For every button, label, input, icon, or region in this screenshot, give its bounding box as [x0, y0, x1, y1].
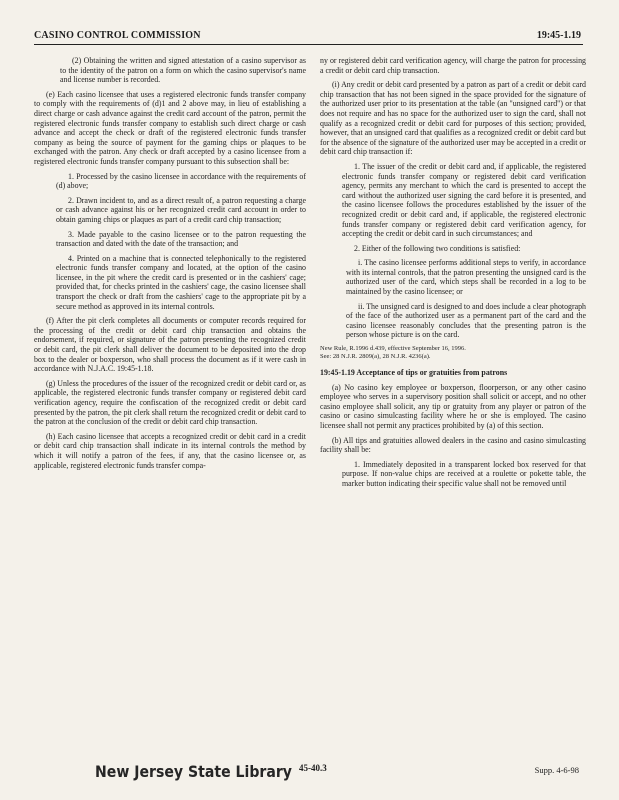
section-heading: 19:45-1.19 Acceptance of tips or gratuities from patrons: [320, 368, 508, 378]
paragraph-b-1: 1. Immediately deposited in a transparent locked box reserved for that purpose. If non-value chips are received at a roulette or pokette table, the marker button indicating their specific value shall not be removed until: [342, 459, 586, 488]
left-column: [34, 56, 306, 475]
paragraph-e-4: 4. Printed on a machine that is connected telephonically to the registered electronic funds transfer company and located, at the option of the casino licensee, in the pit where the credit card is presented or in the cashiers' cage; provided that, for checks printed in the cashiers' cage, the casino licensee shall transport the check or draft from the cashiers' cage to the appropriate pit by a secure method as approved in its internal controls.: [56, 253, 306, 311]
paragraph-e-3: 3. Made payable to the casino licensee or to the patron requesting the transaction and dated with the date of the transaction; and: [56, 229, 306, 249]
paragraph-i-1: 1. The issuer of the credit or debit card and, if applicable, the registered electronic funds transfer company or registered debit card verification agency, permits any merchant to which the card is presented to accept the card without the authorized user signing the card before it is presented, and the casino licensee follows the procedures established by the issuer of the recognized credit or debit card and, if applicable, the registered electronic funds transfer company or registered debit card verification agency, for accepting the credit or debit card in such circumstances; and: [342, 161, 586, 239]
paragraph-f: (f) After the pit clerk completes all documents or computer records required for the processing of the credit or debit card chip transaction and obtains the endorsement, if required, or signature of the patron presenting the recognized credit or debit card, the pit clerk shall deliver the document to be deposited into the drop box to the dealer or boxperson, who shall process the document as if it were cash in accordance with N.J.A.C. 19:45-1.18.: [34, 316, 306, 374]
header-rule: [34, 44, 583, 45]
paragraph-i-2-ii: ii. The unsigned card is designed to and does include a clear photograph of the face of the authorized user as a permanent part of the card and the casino licensee reasonably concludes that the presenting patron is the person whose picture is on the card.: [346, 301, 586, 340]
library-stamp: New Jersey State Library: [95, 762, 292, 781]
history-note: [320, 345, 586, 361]
paragraph-e-2: 2. Drawn incident to, and as a direct result of, a patron requesting a charge or cash advance against his or her recognized credit card account in order to obtain gaming chips or plaques as part of a credit card chip transaction;: [56, 195, 306, 224]
paragraph-h: (h) Each casino licensee that accepts a recognized credit or debit card in a credit or debit card chip transaction shall indicate in its internal controls the method by which it will notify a patron of the fees, if any, that the casino licensee or, as applicable, registered electronic funds transfer compa-: [34, 431, 306, 470]
running-header-section: 19:45-1.19: [536, 30, 581, 41]
paragraph-i-2: 2. Either of the following two conditions is satisfied:: [354, 243, 521, 253]
paragraph-g: (g) Unless the procedures of the issuer of the recognized credit or debit card or, as applicable, the registered electronic funds transfer company or registered debit card verification agency, require the confiscation of the recognized credit or debit card presented by the patron, the pit clerk shall return the recognized credit or debit card to the patron at the conclusion of the credit or debit card chip transaction.: [34, 378, 306, 427]
running-header-title: CASINO CONTROL COMMISSION: [34, 30, 201, 41]
right-column: [320, 56, 586, 494]
paragraph-d-2: (2) Obtaining the written and signed attestation of a casino supervisor as to the identity of the patron on a form on which the casino supervisor's name and license number is recorded.: [60, 56, 306, 85]
supplement-date: Supp. 4-6-98: [534, 765, 579, 775]
paragraph-a: (a) No casino key employee or boxperson, floorperson, or any other casino employee who serves in a supervisory position shall solicit or accept, and no other casino employee shall solicit, any tip or gratuity from any player or patron of the casino or casino simulcasting facility where he or she is employed. The casino licensee shall not permit any practices prohibited by (a) of this section.: [320, 382, 586, 430]
paragraph-h-continued: ny or registered debit card verification agency, will charge the patron for processing a credit or debit card chip transaction.: [320, 56, 586, 75]
history-note-rule: New Rule, R.1996 d.439, effective September 16, 1996.: [320, 345, 466, 353]
paragraph-b: (b) All tips and gratuities allowed dealers in the casino and casino simulcasting facility shall be:: [320, 435, 586, 455]
paragraph-e-1: 1. Processed by the casino licensee in accordance with the requirements of (d) above;: [56, 171, 306, 191]
history-note-source: See: 28 N.J.R. 2809(a), 28 N.J.R. 4236(a).: [320, 353, 431, 361]
page-number: 45-40.3: [299, 763, 327, 773]
paragraph-e: (e) Each casino licensee that uses a registered electronic funds transfer company to comply with the requirements of (d)1 and 2 above may, in lieu of establishing a direct charge or cash advance against the credit card account of the patron, permit the registered electronic funds transfer company to establish such direct charge or cash advance and accept the check or draft of the registered electronic funds transfer company as being the source of payment for the gaming chips or plaques to be exchanged with the patron. Any check or draft accepted by a casino licensee from a registered electronic funds transfer company pursuant to this subsection shall be:: [34, 89, 306, 166]
paragraph-i-2-i: i. The casino licensee performs additional steps to verify, in accordance with its internal controls, that the patron presenting the unsigned card is the authorized user of the card, which steps shall be recorded in a log to be maintained by the casino licensee; or: [346, 258, 586, 297]
paragraph-i: (i) Any credit or debit card presented by a patron as part of a credit or debit card chip transaction that has not been signed in the space provided for the signature of the authorized user prior to its presentation at the table (an "unsigned card") or that does not require and has no space for the authorized user to sign the card, shall not qualify as a recognized credit or debit card for purposes of this section; provided, however, that an unsigned card that qualifies as a recognized credit or debit card but for the absence of the signature of the authorized user may be accepted in a credit or debit card chip transaction if:: [320, 80, 586, 157]
